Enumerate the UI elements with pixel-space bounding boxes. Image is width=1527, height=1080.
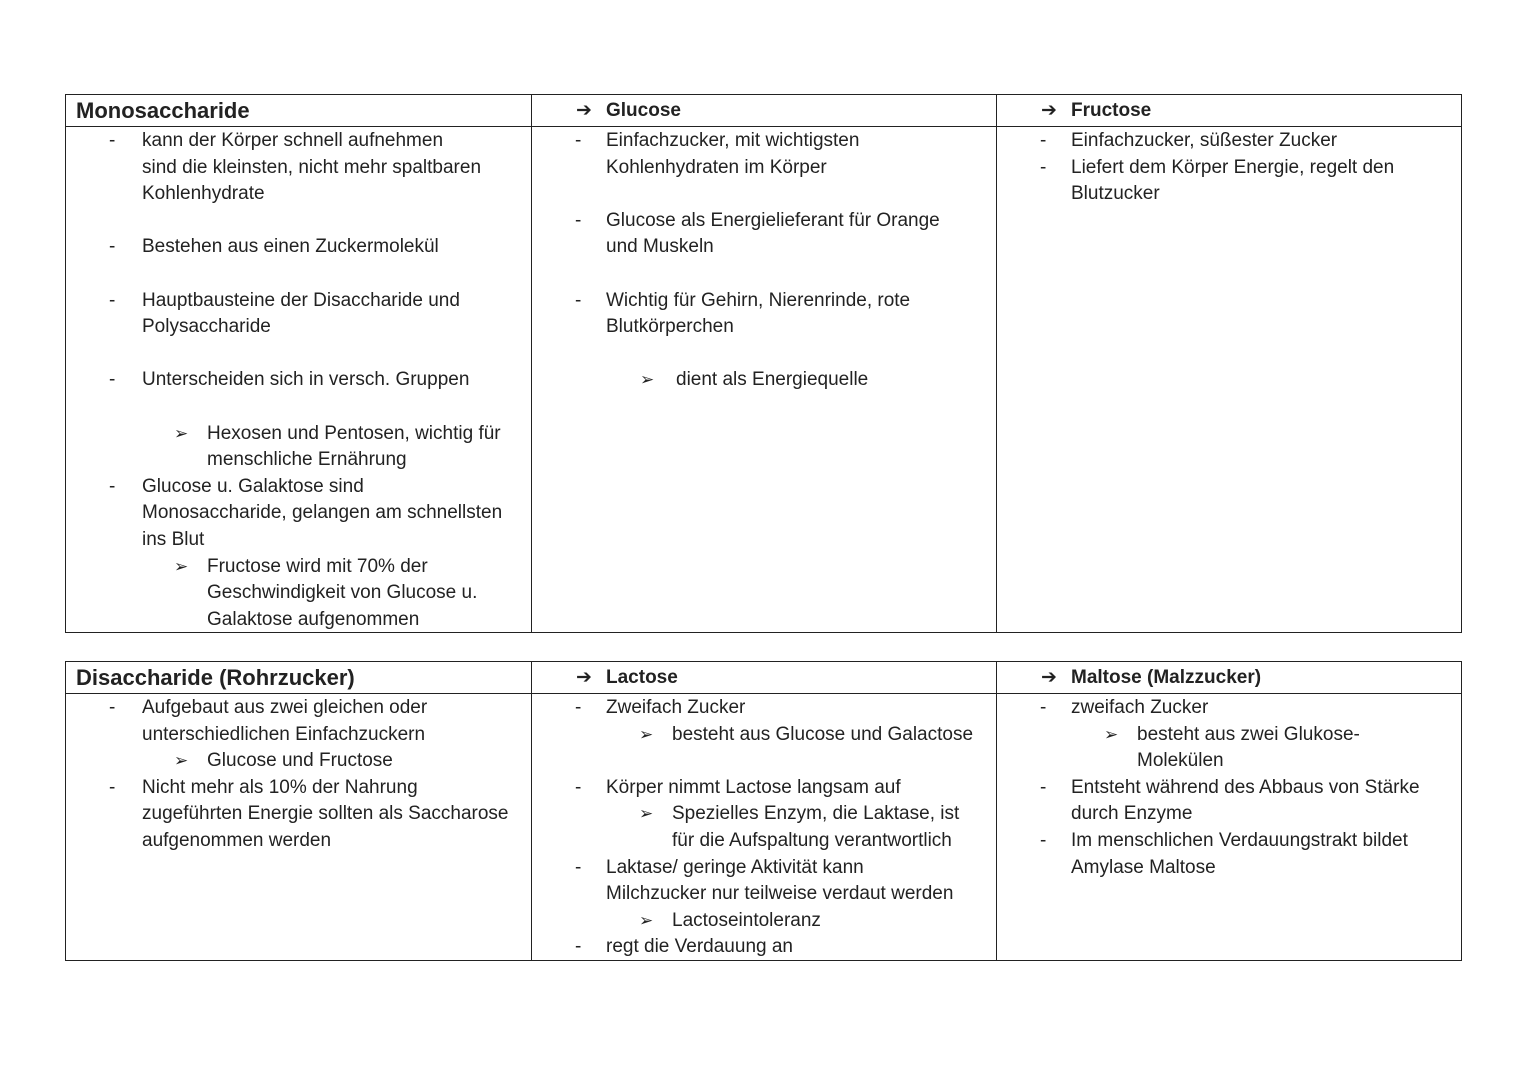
list-item bbox=[66, 288, 531, 341]
list-item-text: Wichtig für Gehirn, Nierenrinde, rote bbox=[606, 289, 911, 311]
list-item-text: zugeführten Energie sollten als Saccharose bbox=[142, 803, 509, 825]
glucose-header bbox=[532, 95, 997, 127]
list-item-text: Spezielles Enzym, die Laktase, ist bbox=[672, 803, 960, 825]
list-item-text: Laktase/ geringe Aktivität kann bbox=[606, 856, 864, 878]
list-item bbox=[66, 128, 531, 208]
maltose-header bbox=[997, 662, 1461, 694]
list-item-text: Zweifach Zucker bbox=[606, 697, 746, 718]
list-item-text: Entsteht während des Abbaus von Stärke bbox=[1071, 776, 1420, 798]
bullet-arrow-icon: ➢ bbox=[1104, 724, 1119, 744]
list-item-text: zweifach Zucker bbox=[1071, 697, 1209, 718]
list-item-text: Milchzucker nur teilweise verdaut werden bbox=[606, 883, 954, 905]
list-item-text: für die Aufspaltung verantwortlich bbox=[672, 829, 952, 851]
dash-marker: - bbox=[109, 697, 116, 718]
list-item bbox=[532, 288, 996, 341]
arrow-right-icon: ➔ bbox=[576, 667, 592, 688]
dash-marker: - bbox=[575, 697, 582, 718]
lactose-body bbox=[532, 694, 997, 961]
dash-marker: - bbox=[1040, 697, 1047, 718]
sub-list-item bbox=[532, 722, 996, 749]
list-item-text: Körper nimmt Lactose langsam auf bbox=[606, 776, 901, 798]
list-item-text: Glucose und Fructose bbox=[207, 750, 393, 772]
list-item-text: kann der Körper schnell aufnehmen bbox=[142, 130, 444, 151]
list-item-text: Glucose als Energielieferant für Orange bbox=[606, 209, 940, 231]
list-item bbox=[997, 695, 1461, 722]
list-item-text: Monosaccharide, gelangen am schnellsten bbox=[142, 502, 503, 524]
dash-marker: - bbox=[575, 209, 582, 231]
list-item-text: Molekülen bbox=[1137, 750, 1224, 772]
bullet-arrow-icon: ➢ bbox=[174, 556, 189, 576]
list-item-text: menschliche Ernährung bbox=[207, 449, 407, 471]
sub-list-item bbox=[532, 801, 996, 854]
dash-marker: - bbox=[109, 776, 116, 798]
disaccharide-table bbox=[65, 661, 1462, 961]
list-item-text: Lactoseintoleranz bbox=[672, 909, 821, 931]
bullet-arrow-icon: ➢ bbox=[639, 724, 654, 744]
list-item-text: Liefert dem Körper Energie, regelt den bbox=[1071, 156, 1395, 178]
list-item bbox=[532, 855, 996, 908]
list-item-text: Galaktose aufgenommen bbox=[207, 608, 420, 630]
list-item-text: und Muskeln bbox=[606, 236, 714, 258]
dash-marker: - bbox=[1040, 130, 1047, 151]
list-item bbox=[532, 775, 996, 802]
list-item bbox=[997, 775, 1461, 828]
maltose-title: Maltose (Malzzucker) bbox=[1071, 666, 1262, 688]
glucose-title: Glucose bbox=[606, 99, 681, 121]
list-item-text: Blutkörperchen bbox=[606, 316, 734, 338]
sub-list-item bbox=[66, 421, 531, 474]
dash-marker: - bbox=[575, 936, 582, 958]
list-item bbox=[66, 775, 531, 855]
sub-list-item bbox=[532, 908, 996, 935]
list-item-text: durch Enzyme bbox=[1071, 803, 1193, 825]
dash-marker: - bbox=[1040, 156, 1047, 178]
dash-marker: - bbox=[575, 856, 582, 878]
sub-list-item bbox=[66, 748, 531, 775]
disaccharide-header bbox=[66, 662, 532, 694]
list-item bbox=[997, 128, 1461, 155]
monosaccharide-body bbox=[66, 127, 532, 633]
monosaccharide-title: Monosaccharide bbox=[76, 97, 250, 123]
disaccharide-title: Disaccharide (Rohrzucker) bbox=[76, 664, 355, 690]
sub-list-item bbox=[66, 554, 531, 634]
list-item bbox=[532, 695, 996, 722]
fructose-header bbox=[997, 95, 1461, 127]
list-item-text: ins Blut bbox=[142, 528, 205, 550]
dash-marker: - bbox=[109, 289, 116, 311]
list-item bbox=[66, 234, 531, 261]
bullet-arrow-icon: ➢ bbox=[174, 751, 189, 771]
list-item-text: Hexosen und Pentosen, wichtig für bbox=[207, 422, 501, 444]
glucose-body bbox=[532, 127, 997, 633]
list-item-text: Einfachzucker, mit wichtigsten bbox=[606, 130, 860, 151]
dash-marker: - bbox=[109, 236, 116, 258]
list-item bbox=[532, 208, 996, 261]
list-item-text: Glucose u. Galaktose sind bbox=[142, 475, 364, 497]
arrow-right-icon: ➔ bbox=[1041, 667, 1057, 688]
lactose-header bbox=[532, 662, 997, 694]
dash-marker: - bbox=[1040, 829, 1047, 851]
sub-list-item bbox=[532, 367, 996, 394]
list-item bbox=[997, 155, 1461, 208]
bullet-arrow-icon: ➢ bbox=[639, 910, 654, 930]
lactose-title: Lactose bbox=[606, 666, 678, 688]
dash-marker: - bbox=[575, 776, 582, 798]
list-item-text: Amylase Maltose bbox=[1071, 856, 1216, 878]
fructose-title: Fructose bbox=[1071, 99, 1152, 121]
dash-marker: - bbox=[575, 130, 582, 151]
arrow-right-icon: ➔ bbox=[576, 100, 592, 121]
arrow-right-icon: ➔ bbox=[1041, 100, 1057, 121]
dash-marker: - bbox=[109, 369, 116, 391]
maltose-body bbox=[997, 694, 1461, 961]
list-item-text: Unterscheiden sich in versch. Gruppen bbox=[142, 369, 470, 391]
list-item bbox=[66, 367, 531, 394]
dash-marker: - bbox=[109, 475, 116, 497]
list-item-text: Kohlenhydrate bbox=[142, 183, 265, 205]
bullet-arrow-icon: ➢ bbox=[640, 370, 655, 390]
list-item-text: Hauptbausteine der Disaccharide und bbox=[142, 289, 460, 311]
list-item-text: sind die kleinsten, nicht mehr spaltbaren bbox=[142, 156, 482, 178]
dash-marker: - bbox=[1040, 776, 1047, 798]
list-item-text: besteht aus Glucose und Galactose bbox=[672, 723, 974, 745]
monosaccharide-table bbox=[65, 94, 1462, 633]
list-item-text: aufgenommen werden bbox=[142, 829, 332, 851]
list-item-text: Polysaccharide bbox=[142, 316, 271, 338]
list-item-text: besteht aus zwei Glukose- bbox=[1137, 723, 1360, 745]
bullet-arrow-icon: ➢ bbox=[174, 423, 189, 443]
list-item bbox=[66, 474, 531, 554]
list-item-text: Geschwindigkeit von Glucose u. bbox=[207, 582, 478, 604]
list-item-text: dient als Energiequelle bbox=[676, 369, 869, 391]
list-item bbox=[66, 695, 531, 748]
disaccharide-body bbox=[66, 694, 532, 961]
monosaccharide-header bbox=[66, 95, 532, 127]
dash-marker: - bbox=[575, 289, 582, 311]
list-item-text: Im menschlichen Verdauungstrakt bildet bbox=[1071, 829, 1408, 851]
sub-list-item bbox=[997, 722, 1461, 775]
list-item-text: Bestehen aus einen Zuckermolekül bbox=[142, 236, 439, 258]
dash-marker: - bbox=[109, 130, 116, 151]
list-item-text: Blutzucker bbox=[1071, 183, 1160, 205]
list-item-text: Nicht mehr als 10% der Nahrung bbox=[142, 776, 418, 798]
list-item bbox=[532, 128, 996, 181]
list-item-text: regt die Verdauung an bbox=[606, 936, 793, 958]
list-item-text: Aufgebaut aus zwei gleichen oder bbox=[142, 697, 428, 718]
list-item-text: unterschiedlichen Einfachzuckern bbox=[142, 723, 426, 745]
list-item bbox=[997, 828, 1461, 881]
list-item-text: Fructose wird mit 70% der bbox=[207, 555, 428, 577]
fructose-body bbox=[997, 127, 1461, 633]
list-item-text: Kohlenhydraten im Körper bbox=[606, 156, 827, 178]
list-item-text: Einfachzucker, süßester Zucker bbox=[1071, 130, 1338, 151]
bullet-arrow-icon: ➢ bbox=[639, 804, 654, 824]
list-item bbox=[532, 934, 996, 961]
